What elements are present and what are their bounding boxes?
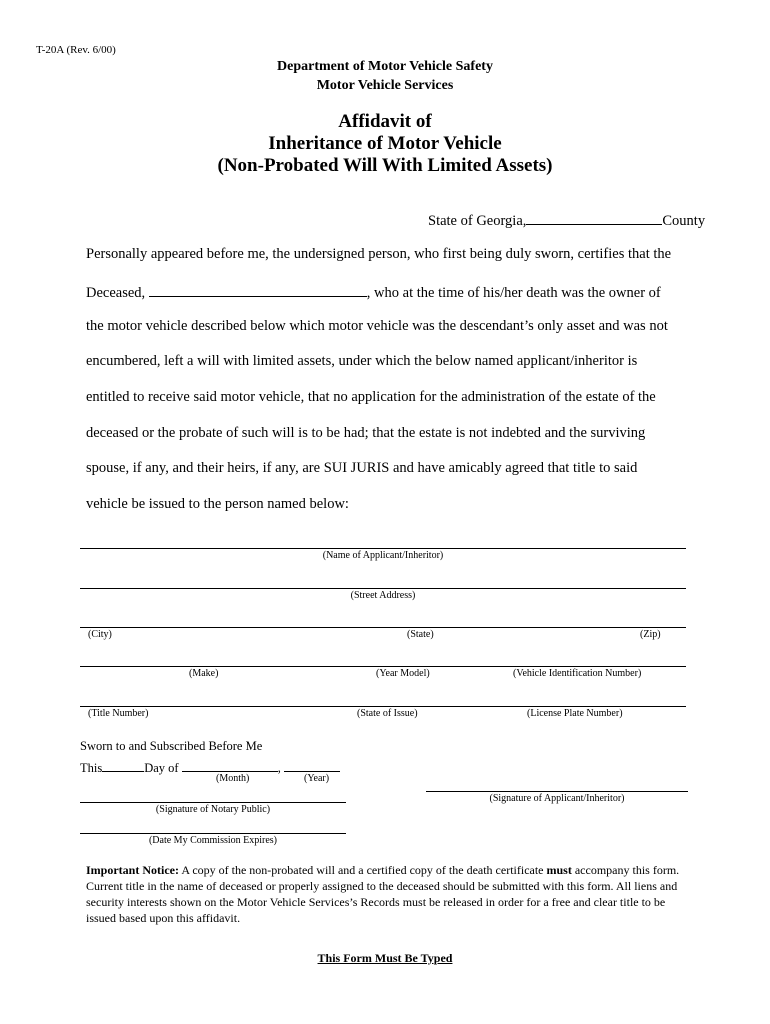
commission-expires-line[interactable] bbox=[80, 833, 346, 834]
state-of-issue-caption: (State of Issue) bbox=[357, 708, 418, 719]
division-name: Motor Vehicle Services bbox=[316, 78, 454, 93]
commission-expires-caption: (Date My Commission Expires) bbox=[148, 835, 278, 846]
notary-signature-caption: (Signature of Notary Public) bbox=[155, 804, 271, 815]
year-caption: (Year) bbox=[304, 773, 330, 784]
street-address-line[interactable] bbox=[80, 588, 686, 589]
title-line-2: Inheritance of Motor Vehicle bbox=[268, 133, 502, 154]
city-state-zip-line[interactable] bbox=[80, 627, 686, 628]
body-line-8: vehicle be issued to the person named below: bbox=[86, 496, 349, 512]
date-line bbox=[80, 759, 340, 776]
body-line-2-suffix: , who at the time of his/her death was the owner of bbox=[366, 285, 661, 301]
body-line-4: encumbered, left a will with limited assets, under which the below named applicant/inheritor is bbox=[86, 353, 638, 369]
sworn-statement: Sworn to and Subscribed Before Me bbox=[80, 739, 263, 753]
deceased-label: Deceased, bbox=[86, 285, 146, 301]
state-caption: (State) bbox=[407, 629, 434, 640]
license-plate-caption: (License Plate Number) bbox=[527, 708, 623, 719]
applicant-name-caption: (Name of Applicant/Inheritor) bbox=[322, 550, 444, 561]
important-notice bbox=[86, 862, 698, 926]
notice-must: must bbox=[546, 863, 572, 877]
year-model-caption: (Year Model) bbox=[376, 668, 430, 679]
applicant-name-line[interactable] bbox=[80, 548, 686, 549]
day-blank[interactable] bbox=[102, 759, 144, 772]
form-id: T-20A (Rev. 6/00) bbox=[36, 44, 116, 56]
applicant-signature-line[interactable] bbox=[426, 791, 688, 792]
deceased-name-blank[interactable] bbox=[149, 282, 367, 297]
vin-caption: (Vehicle Identification Number) bbox=[513, 668, 642, 679]
date-comma: , bbox=[277, 761, 281, 775]
zip-caption: (Zip) bbox=[640, 629, 661, 640]
year-blank[interactable] bbox=[284, 759, 340, 772]
county-label: County bbox=[662, 213, 706, 229]
title-line-1: Affidavit of bbox=[338, 111, 432, 132]
notice-text-2: accompany this form. Current title in the name of deceased or properly assigned to the deceased should be submitted with this form. All liens and security interests shown on the Motor Vehicle Services’s Records must be released in order for a free and clear title to be issued based upon this affidavit. bbox=[86, 863, 680, 925]
state-county-line bbox=[428, 210, 705, 230]
typed-requirement: This Form Must Be Typed bbox=[317, 951, 453, 965]
body-line-1: Personally appeared before me, the undersigned person, who first being duly sworn, certifies that the bbox=[86, 246, 672, 262]
notice-text-1: A copy of the non-probated will and a certified copy of the death certificate bbox=[178, 863, 547, 877]
this-label: This bbox=[80, 761, 103, 775]
body-line-6: deceased or the probate of such will is to be had; that the estate is not indebted and the surviving bbox=[86, 425, 646, 441]
vehicle-info-line[interactable] bbox=[80, 666, 686, 667]
state-label: State of Georgia, bbox=[428, 213, 527, 229]
body-line-5: entitled to receive said motor vehicle, that no application for the administration of the estate of the bbox=[86, 389, 656, 405]
title-info-line[interactable] bbox=[80, 706, 686, 707]
department-name: Department of Motor Vehicle Safety bbox=[277, 59, 493, 74]
notice-label: Important Notice: bbox=[86, 863, 179, 877]
body-line-2 bbox=[86, 282, 661, 302]
county-blank[interactable] bbox=[526, 210, 662, 225]
make-caption: (Make) bbox=[189, 668, 219, 679]
street-address-caption: (Street Address) bbox=[350, 590, 416, 601]
title-line-3: (Non-Probated Will With Limited Assets) bbox=[217, 155, 553, 176]
body-line-3: the motor vehicle described below which motor vehicle was the descendant’s only asset and was not bbox=[86, 318, 668, 334]
body-line-7: spouse, if any, and their heirs, if any, are SUI JURIS and have amicably agreed that title to said bbox=[86, 460, 638, 476]
day-of-label: Day of bbox=[144, 761, 179, 775]
applicant-signature-caption: (Signature of Applicant/Inheritor) bbox=[489, 793, 625, 804]
title-number-caption: (Title Number) bbox=[88, 708, 149, 719]
month-caption: (Month) bbox=[216, 773, 250, 784]
month-blank[interactable] bbox=[182, 759, 278, 772]
city-caption: (City) bbox=[88, 629, 112, 640]
notary-signature-line[interactable] bbox=[80, 802, 346, 803]
